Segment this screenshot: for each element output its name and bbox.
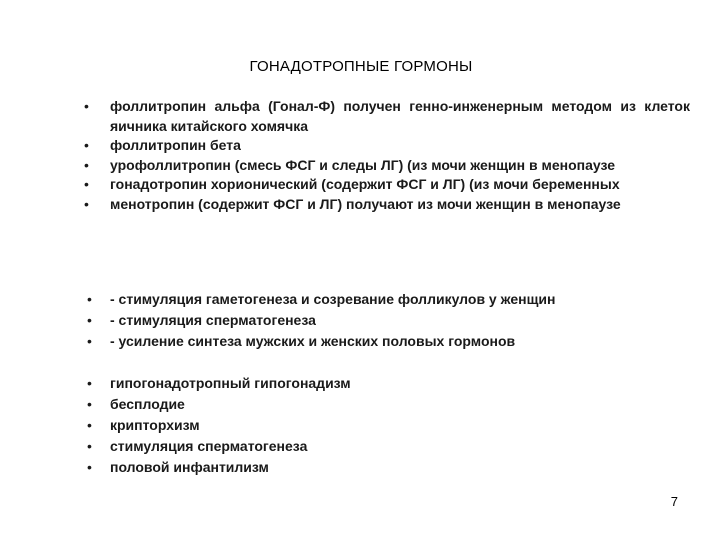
page-number: 7 xyxy=(670,494,678,509)
list-item-drug: • гонадотропин хорионический (содержит ФСГ и ЛГ) (из мочи беременных xyxy=(84,175,690,195)
list-item-mechanism: • - стимуляция гаметогенеза и созревание фолликулов у женщин xyxy=(84,289,684,310)
slide-title xyxy=(0,58,720,75)
list-item-indication: • крипторхизм xyxy=(84,415,684,436)
list-item-indication: • бесплодие xyxy=(84,394,684,415)
list-item-drug: • фоллитропин альфа (Гонал-Ф) получен генно-инженерным методом из клеток яичника китайского хомячка xyxy=(84,97,690,136)
list-item-indication: • гипогонадотропный гипогонадизм xyxy=(84,373,684,394)
indications-heading: Показания к применению: xyxy=(84,350,266,366)
list-item-mechanism: • - стимуляция сперматогенеза xyxy=(84,310,684,331)
list-item-drug: • фоллитропин бета xyxy=(84,136,690,156)
list-item-drug: • менотропин (содержит ФСГ и ЛГ) получают из мочи женщин в менопаузе xyxy=(84,195,690,215)
list-item-indication: • стимуляция сперматогенеза xyxy=(84,436,684,457)
mechanism-list xyxy=(84,289,684,352)
slide-title-text: ГОНАДОТРОПНЫЕ ГОРМОНЫ xyxy=(249,58,473,75)
list-item-drug: • урофоллитропин (смесь ФСГ и следы ЛГ) (из мочи женщин в менопаузе xyxy=(84,156,690,176)
indications-list xyxy=(84,373,684,478)
list-item-indication: • половой инфантилизм xyxy=(84,457,684,478)
list-item-mechanism: • - усиление синтеза мужских и женских половых гормонов xyxy=(84,331,684,352)
drug-list xyxy=(84,97,690,214)
mechanism-heading: Механизм действия: xyxy=(84,266,227,282)
